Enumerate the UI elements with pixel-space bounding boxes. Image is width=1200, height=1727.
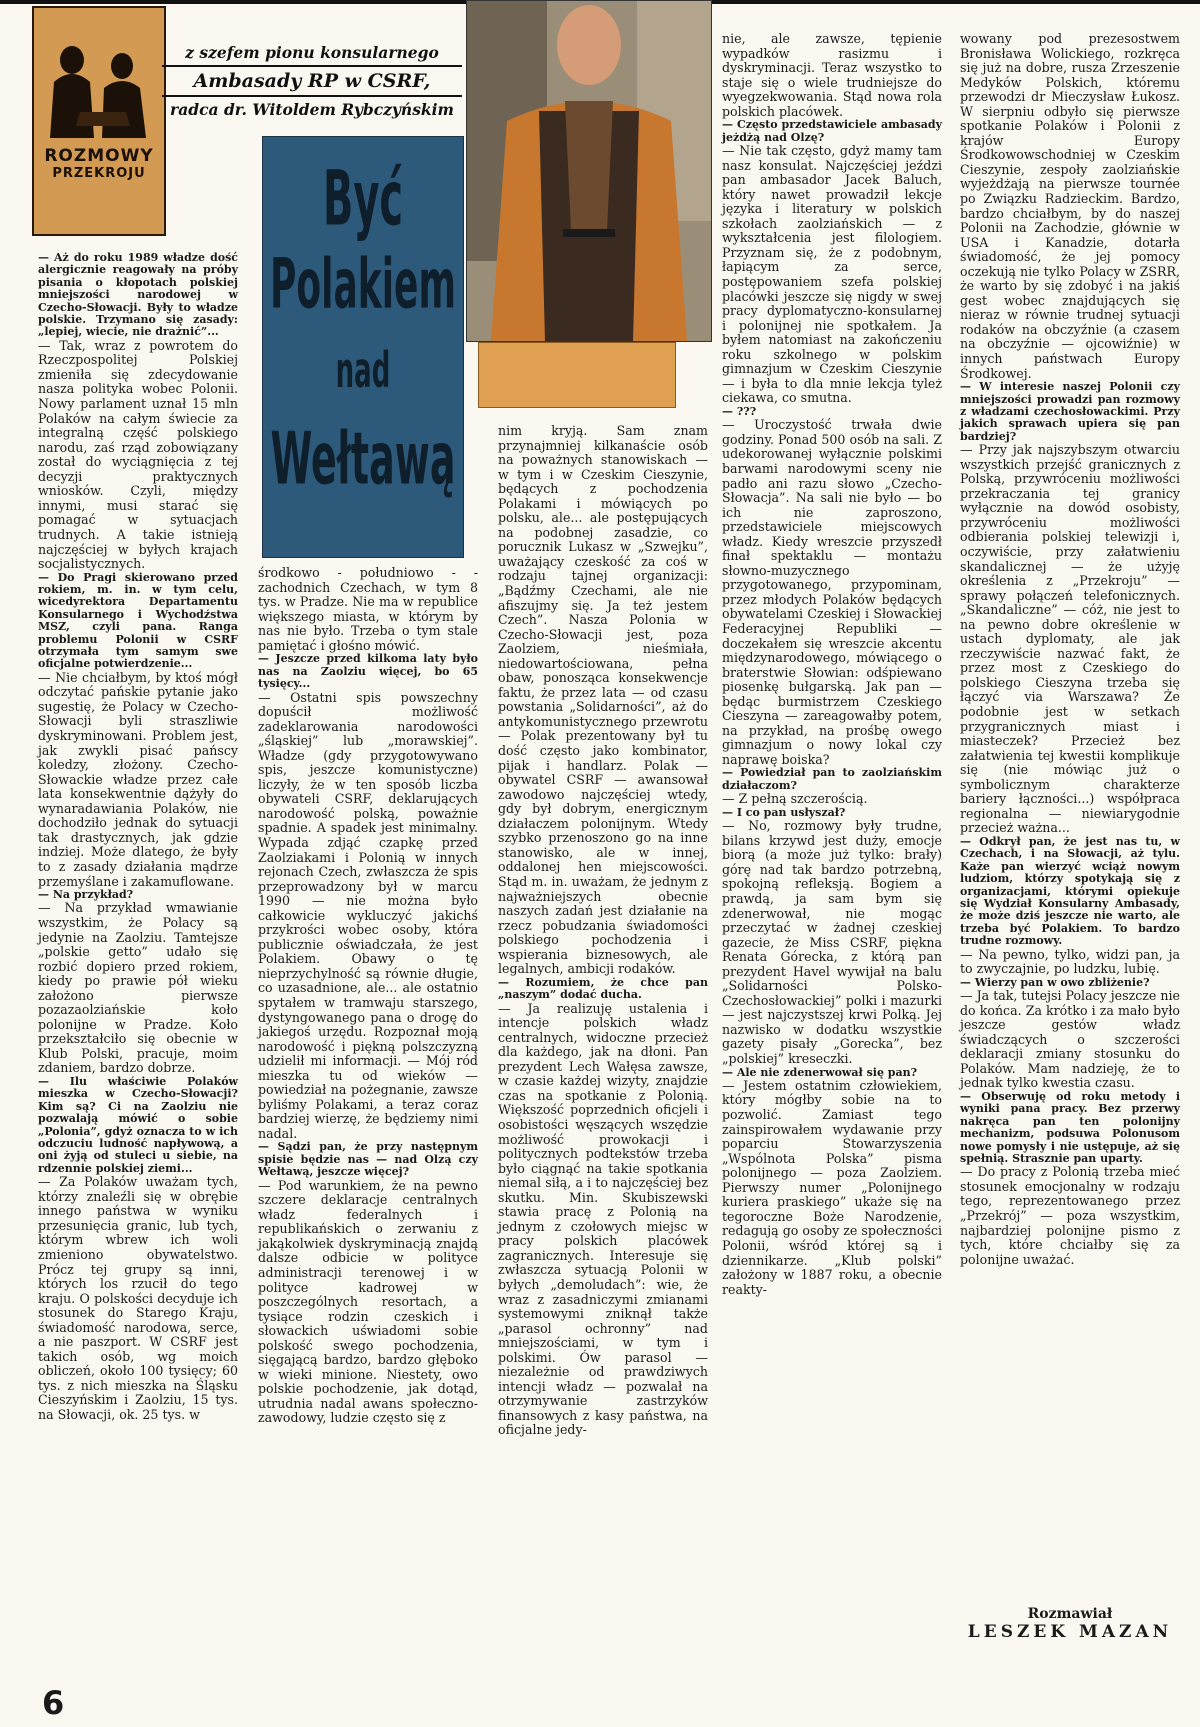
logo-subtitle: PRZEKROJU	[52, 166, 146, 181]
answer-paragraph: — Na pewno, tylko, widzi pan, ja to zwyczajnie, po ludzku, lubię.	[960, 946, 1180, 977]
article-title	[262, 136, 464, 558]
question-paragraph: — Na przykład?	[38, 888, 134, 902]
text-column-2	[258, 566, 478, 1426]
answer-paragraph: — Za Polaków uważam tych, którzy znaleźli się w obrębie innego państwa w wyniku przesunięcia granic, lub tych, którym wbrew ich woli zmieniono obywatelstwo. Prócz tej grupy są inni, których los rzucił do tego kraju. O polskości decyduje ich stosunek do Starego Kraju, świadomość narodowa, serce, a nie paszport. W CSRF jest takich osób, wg moich obliczeń, około 100 tysięcy; 60 tys. z nich mieszka na Śląsku Cieszyńskim i Zaolziu, 15 tys. na Słowacji, ok. 25 tys. w	[38, 1174, 238, 1423]
answer-paragraph: wowany pod prezesostwem Bronisława Wolickiego, rozkręca się już na dobre, rusza Zrzeszenie Medyków Polskich, któremu przewodzi dr Mieczysław Łukosz. W sierpniu odbyło się pierwsze spotkanie Polaków i Polonii z krajów Europy Środkowowschodniej w Czeskim Cieszynie, zespoły zaolziańskie wyjeżdżają na pierwsze tournée po Związku Radzieckim. Bardzo, bardzo chciałbym, by do naszej Polonii na Zachodzie, głównie w USA i Kanadzie, dotarła świadomość, że jej pomocy oczekują nie tylko Polacy w ZSRR, że warto by się zdobyć i na jakiś gest wobec znajdujących się nieraz w równie trudnej sytuacji rodaków na obczyźnie (a czasem na obczyźnie — ojcowiźnie) w innych państwach Europy Środkowej.	[960, 31, 1180, 381]
logo-title: ROZMOWY	[44, 146, 154, 166]
answer-paragraph: — Tak, wraz z powrotem do Rzeczpospolitej Polskiej zmieniła się zdecydowanie nasza polityka wobec Polonii. Nowy parlament uznał 15 mln Polaków na całym świecie za integralną część polskiego narodu, zaś rząd zobowiązany został do wyciągnięcia z tej decyzji praktycznych wniosków. Czyli, między innymi, musi starać się pomagać w sytuacjach trudnych. A takie istnieją najczęściej w byłych krajach socjalistycznych.	[38, 337, 238, 572]
answer-paragraph: — Uroczystość trwała dwie godziny. Ponad 500 osób na sali. Z udekorowanej wyłącznie polskimi barwami narodowymi sceny nie padło ani razu słowo „Czecho-Słowacja”. Na sali nie było — bo ich nie zaproszono, przedstawiciele miejscowych władz. Kiedy wreszcie przyszedł finał spektaklu — montażu słowno-muzycznego przygotowanego, przypominam, przez młodych Polaków będących obywatelami Czeskiej i Słowackiej Federacyjnej Republiki — doczekałem się wreszcie akcentu międzynarodowego, mówiącego o braterstwie Słowian: odśpiewano piosenkę bułgarską. Jak pan — będąc burmistrzem Czeskiego Cieszyna — zareagowałby potem, na przykład, na prośbę owego gimnazjum o nowy lokal czy naprawę boiska?	[722, 417, 942, 767]
answer-paragraph: — Przy jak najszybszym otwarciu wszystkich przejść granicznych z Polską, przywróceniu możliwości przekraczania tej granicy wyłącznie na dowód osobisty, przywróceniu możliwości odbierania polskiej telewizji i, oczywiście, przy załatwieniu skandalicznej — że użyję określenia z „Przekroju” — sprawy połączeń telefonicznych. „Skandaliczne” — cóż, nie jest to na pewno dobre określenie w ustach dyplomaty, ale jak rzeczywiście nazwać fakt, że przez most z Czeskiego do polskiego Cieszyna trzeba się łączyć via Warszawa? Że podobnie jest w setkach przygranicznych miast i miasteczek? Przecież bez załatwienia tej kwestii komplikuje się (nie mówiąc już o symbolicznym charakterze bariery łączności...) współpraca regionalna — niewiarygodnie przecież ważna...	[960, 442, 1180, 836]
question-paragraph: — Aż do roku 1989 władze dość alergicznie reagowały na próby pisania o kłopotach polskiej mniejszości narodowej w Czecho-Słowacji. Były to władze polskie. Trzymano się zasady: „lepiej, wiecie, nie drażnić”...	[38, 251, 238, 339]
question-paragraph: — Ilu właściwie Polaków mieszka w Czecho-Słowacji? Kim są? Ci na Zaolziu nie pozwalają mówić o sobie „Polonia”, gdyż oznacza to w ich odczuciu ludność napływową, a oni żyją od stuleci u siebie, na rdzennie polskiej ziemi...	[38, 1075, 238, 1175]
question-paragraph: — Rozumiem, że chce pan „naszym” dodać ducha.	[498, 975, 708, 1002]
rozmowy-przekroju-logo	[32, 6, 166, 236]
question-paragraph: — Ale nie zdenerwował się pan?	[722, 1065, 918, 1079]
question-paragraph: — Odkrył pan, że jest nas tu, w Czechach, i na Słowacji, aż tylu. Każe pan wierzyć wciąż nowym ludziom, którzy spotykają się z organizacjami, którymi opiekuje się Wydział Konsularny Ambasady, że może dziś jeszcze nie warto, ale trzeba być Polakiem. To bardzo trudne rozmowy.	[960, 834, 1180, 948]
question-paragraph: — W interesie naszej Polonii czy mniejszości prowadzi pan rozmowy z władzami czechosłowackimi. Przy jakich sprawach upiera się pan bardziej?	[960, 380, 1180, 443]
question-paragraph: — Powiedział pan to zaolziańskim działaczom?	[722, 766, 942, 792]
byline	[960, 1606, 1180, 1642]
answer-paragraph: — Ostatni spis powszechny dopuścił możliwość zadeklarowania narodowości „śląskiej” lub „morawskiej”. Władze (gdy przygotowywano spis, jeszcze komunistyczne) liczyły, że w ten sposób liczba obywateli CSRF, deklarujących narodowość polską, poważnie spadnie. A spadek jest minimalny. Wypada zdjąć czapkę przed Zaolziakami i Polonią w innych rejonach Czech, zwłaszcza że spis przeprowadzony był w marcu 1990 — nie można było całkowicie wykluczyć jakichś przykrości wobec osoby, która publicznie oświadczała, że jest Polakiem. Obawy o tę nieprzychylność są równie długie, co uzasadnione, ale... ale ostatnio spytałem w tramwaju starszego, dystyngowanego pana o drogę do jakiegoś urzędu. Rozpoznał moją narodowość i piękną polszczyzną udzielił mi informacji. — Mój ród mieszka tu od wieków — powiedział na pożegnanie, zawsze byliśmy Polakami, a teraz coraz bardziej wierzę, że będziemy nimi nadal.	[258, 689, 478, 1141]
question-paragraph: — ???	[722, 404, 757, 418]
question-paragraph: — I co pan usłyszał?	[722, 805, 846, 819]
title-line-3: nad	[335, 343, 391, 401]
interview-header	[162, 40, 462, 122]
title-line-1: Być	[322, 156, 404, 244]
header-line-2: Ambasady RP w CSRF,	[162, 67, 462, 97]
text-column-3	[498, 424, 708, 1438]
text-column-4	[722, 32, 942, 1297]
answer-paragraph: — No, rozmowy były trudne, bilans krzywd jest duży, emocje biorą (a może już tylko: brały) górę nad tak bardzo potrzebną, spokojną refleksją. Bogiem a prawdą, ja sam bym się zdenerwował, nie mogąc przeczytać w żadnej czeskiej gazecie, że Miss CSRF, piękna Renata Górecka, z którą pan prezydent Havel wywijał na balu „Solidarności Polsko-Czechosłowackiej” polki i mazurki — jest najczystszej krwi Polką. Jej nazwisko w dodatku wszystkie gazety pisały „Gorecka”, bez „polskiej” kreseczki.	[722, 818, 942, 1066]
answer-paragraph: — Nie chciałbym, by ktoś mógł odczytać pańskie pytanie jako sugestię, że Polacy w Czecho-Słowacji byli straszliwie dyskryminowani. Problem jest, jak zwykli pisać pańscy koledzy, złożony. Czecho-Słowackie władze przez całe lata konsekwentnie dążyły do wynaradawiania Polaków, nie dochodziło jednak do sytuacji tak drastycznych, jak gdzie indziej. Może dlatego, że były to z zasady działania mądrze przemyślane i zakamuflowane.	[38, 669, 238, 889]
byline-label: Rozmawiał	[1027, 1606, 1113, 1622]
answer-paragraph: — Nie tak często, gdyż mamy tam nasz konsulat. Najczęściej jeździ pan ambasador Jacek Baluch, który nawet prowadził lekcje języka i literatury w polskich szkołach zaolziańskich — z wykształcenia jest filologiem. Przyznam się, że z podobnym, łapiącym za serce, postępowaniem szefa polskiej placówki jeszcze się nigdy w swej pracy dyplomatyczno-konsularnej i polonijnej nie spotkałem. Ja byłem natomiast na zakończeniu roku szkolnego w polskim gimnazjum w Czeskim Cieszynie — i była to dla mnie lekcja tyleż ciekawa, co smutna.	[722, 143, 942, 406]
title-line-2: Polakiem	[270, 246, 456, 325]
question-paragraph: — Sądzi pan, że przy następnym spisie będzie nas — nad Olzą czy Wełtawą, jeszcze więcej?	[258, 1140, 478, 1179]
question-paragraph: — Często przedstawiciele ambasady jeżdżą nad Olzę?	[722, 118, 942, 144]
answer-paragraph: nie, ale zawsze, tępienie wypadków rasizmu i dyskryminacji. Teraz wszystko to staje się o wiele trudniejsze do wyegzekwowania. Stąd nowa rola polskich placówek.	[722, 31, 942, 119]
portrait-illustration	[467, 1, 711, 341]
question-paragraph: — Jeszcze przed kilkoma laty było nas na Zaolziu więcej, bo 65 tysięcy...	[258, 652, 478, 691]
decorative-block	[478, 342, 676, 408]
answer-paragraph: środkowo - południowo - - zachodnich Czechach, w tym 8 tys. w Pradze. Nie ma w republice większego miasta, w którym by nas nie było. Trzeba o tym stale pamiętać i głośno mówić.	[258, 565, 478, 653]
answer-paragraph: — Do pracy z Polonią trzeba mieć stosunek emocjonalny w rodzaju tego, reprezentowanego przez „Przekrój” — poza wszystkim, najbardziej polonijne pismo z tych, które chciałby się za polonijne uważać.	[960, 1164, 1180, 1267]
title-line-4: Wełtawą	[270, 417, 456, 501]
portrait-photo	[466, 0, 712, 342]
answer-paragraph: — Pod warunkiem, że na pewno szczere deklaracje centralnych władz federalnych i republikańskich o zerwaniu z jakąkolwiek dyskryminacją znajdą dalsze odbicie w polityce administracji terenowej i w polityce kadrowej w poszczególnych resortach, a tysiące rodzin czeskich i słowackich uświadomi sobie polskość swego pochodzenia, sięgającą bardzo, bardzo głęboko w wieki minione. Niestety, owo polskie pochodzenie, jak dotąd, utrudnia nadal awans społeczno-zawodowy, ludzie często się z	[258, 1177, 478, 1426]
answer-paragraph: — Na przykład wmawianie wszystkim, że Polacy są jedynie na Zaolziu. Tamtejsze „polskie getto” udało się rozbić dopiero przed rokiem, kiedy po prawie pół wieku założono pierwsze pozazaolziańskie koło polonijne w Pradze. Koło przekształciło się obecnie w Klub Polski, pracuje, moim zdaniem, bardzo dobrze.	[38, 900, 238, 1076]
silhouettes-illustration	[44, 22, 154, 138]
header-line-3: radca dr. Witoldem Rybczyńskim	[170, 100, 454, 119]
question-paragraph: — Obserwuję od roku metody i wyniki pana pracy. Bez przerwy nakręca pan ten polonijny mechanizm, podsuwa Polonusom nowe pomysły i nie ustępuje, aż się spełnią. Strasznie pan uparty.	[960, 1089, 1180, 1165]
answer-paragraph: nim kryją. Sam znam przynajmniej kilkanaście osób na poważnych stanowiskach — w tym i w Czeskim Cieszynie, będących z pochodzenia Polakami i mówiących po polsku, ale... ale postępujących na podobnej zasadzie, co porucznik Lukasz w „Szwejku”, uważający czeskość za coś w rodzaju tajnej organizacji: „Bądźmy Czechami, ale nie afiszujmy się. Ja też jestem Czech”. Nasza Polonia w Czecho-Słowacji jest, poza Zaolziem, nieśmiała, niedowartościowana, pełna obaw, ponosząca konsekwencje faktu, że przez lata — od czasu powstania „Solidarności”, aż do antykomunistycznego przewrotu — Polak prezentowany był tu dość często jako kombinator, pijak i handlarz. Polak — obywatel CSRF — awansował zawodowo najczęściej wtedy, gdy był dobrym, energicznym działaczem polonijnym. Wtedy szybko przenoszono go na inne stanowisko, ale w innej, oddalonej hen miejscowości. Stąd m. in. uważam, że jednym z najważniejszych obecnie naszych zadań jest działanie na rzecz pobudzania świadomości polskiego pochodzenia i wspierania biznesowych, ale legalnych, ambicji rodaków.	[498, 423, 708, 977]
answer-paragraph: — Ja tak, tutejsi Polacy jeszcze nie do końca. Za krótko i za mało było jeszcze gestów władz świadczących o szczerości deklaracji zmiany stosunku do Polaków. Mam nadzieję, że to jednak tylko kwestia czasu.	[960, 988, 1180, 1091]
text-column-5	[960, 32, 1180, 1267]
answer-paragraph: — Jestem ostatnim człowiekiem, który mógłby sobie na to pozwolić. Zamiast tego zainspirowałem wydawanie przy poparciu Stowarzyszenia „Wspólnota Polska” pisma polonijnego — poza Zaolziem. Pierwszy numer „Polonijnego kuriera praskiego” ukaże się na tegoroczne Boże Narodzenie, redagują go osoby ze społeczności Polonii, wśród której są i dziennikarze. „Klub polski” założony w 1887 roku, a obecnie reakty-	[722, 1077, 942, 1297]
question-paragraph: — Wierzy pan w owo zbliżenie?	[960, 975, 1150, 989]
question-paragraph: — Do Pragi skierowano przed rokiem, m. in. w tym celu, wicedyrektora Departamentu Konsularnego i Wychodźstwa MSZ, czyli pana. Ranga problemu Polonii w CSRF otrzymała tym samym swe oficjalne potwierdzenie...	[38, 570, 238, 671]
answer-paragraph: — Z pełną szczerością.	[722, 791, 868, 807]
header-line-1: z szefem pionu konsularnego	[162, 40, 462, 67]
text-column-1	[38, 252, 238, 1423]
answer-paragraph: — Ja realizuję ustalenia i intencje polskich władz centralnych, widoczne przecież dla każdego, jak na dłoni. Pan prezydent Lech Wałęsa zawsze, w czasie każdej wizyty, znajdzie czas na spotkanie z Polonią. Większość poprzednich oficjeli i osobistości węszących wszędzie możliwość prowokacji i politycznych podtekstów trzeba było ciągnąć na takie spotkania niemal siłą, a i to najczęściej bez skutku. Min. Skubiszewski stawia pracę z Polonią na jednym z czołowych miejsc w pracy polskich placówek zagranicznych. Interesuje się zwłaszcza sytuacją Polonii w byłych „demoludach”: wie, że wraz z zasadniczymi zmianami systemowymi zniknął także „parasol ochronny” nad mniejszościami, w tym i polskimi. Ów parasol — niezależnie od prawdziwych intencji władz — pozwalał na otrzymywanie zastrzyków finansowych z kasy państwa, na oficjalne jedy-	[498, 1000, 708, 1438]
byline-name: LESZEK MAZAN	[967, 1622, 1173, 1642]
page-number: 6	[42, 1684, 65, 1722]
